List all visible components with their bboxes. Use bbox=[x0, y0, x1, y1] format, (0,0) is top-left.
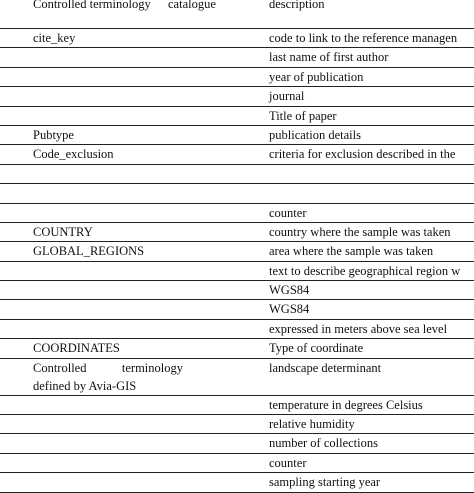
cell-description: number of collections bbox=[269, 436, 378, 451]
cell-description: last name of first author bbox=[269, 50, 389, 65]
table-header bbox=[0, 0, 474, 29]
cell-description: Title of paper bbox=[269, 108, 337, 123]
table-row bbox=[0, 242, 474, 261]
cell-description: country where the sample was taken bbox=[269, 224, 451, 239]
cell-description: journal bbox=[269, 89, 305, 104]
cell-description: WGS84 bbox=[269, 283, 310, 298]
cell-word: terminology bbox=[121, 360, 183, 375]
cell-description: counter bbox=[269, 205, 307, 220]
table-row bbox=[0, 126, 474, 145]
table-row bbox=[0, 434, 474, 453]
header-catalogue: catalogue bbox=[168, 0, 216, 11]
table-row bbox=[0, 165, 474, 184]
cell-description: expressed in meters above sea level bbox=[269, 321, 448, 336]
cell-terminology: COORDINATES bbox=[33, 341, 120, 356]
cell-terminology: Pubtype bbox=[33, 127, 74, 142]
cell-description: relative humidity bbox=[269, 417, 355, 432]
table-row bbox=[0, 320, 474, 339]
cell-description: year of publication bbox=[269, 69, 364, 84]
cell-terminology bbox=[33, 359, 183, 395]
cell-terminology-line2: defined by Avia-GIS bbox=[33, 378, 137, 393]
cell-description: area where the sample was taken bbox=[269, 244, 434, 259]
header-controlled-terminology: Controlled terminology bbox=[33, 0, 151, 11]
table-row bbox=[0, 300, 474, 319]
cell-terminology: COUNTRY bbox=[33, 224, 93, 239]
cell-description: criteria for exclusion described in the bbox=[269, 147, 456, 162]
table-row bbox=[0, 339, 474, 358]
cell-description: code to link to the reference managen bbox=[269, 31, 458, 45]
cell-description: text to describe geographical region w bbox=[269, 263, 461, 278]
cell-description: WGS84 bbox=[269, 302, 310, 317]
table-row bbox=[0, 29, 474, 48]
table-row bbox=[0, 281, 474, 300]
cell-word: Controlled bbox=[33, 360, 87, 375]
table-row bbox=[0, 396, 474, 415]
table-row bbox=[0, 359, 474, 396]
cell-description: sampling starting year bbox=[269, 475, 381, 490]
table-row bbox=[0, 107, 474, 126]
cell-terminology: Code_exclusion bbox=[33, 147, 114, 162]
table-row bbox=[0, 473, 474, 492]
cell-description: publication details bbox=[269, 127, 361, 142]
table-row bbox=[0, 184, 474, 203]
table-row bbox=[0, 415, 474, 434]
cell-description: temperature in degrees Celsius bbox=[269, 397, 423, 412]
cell-terminology-line1 bbox=[33, 359, 183, 377]
table-row bbox=[0, 454, 474, 473]
cell-description: counter bbox=[269, 455, 307, 470]
table-row bbox=[0, 68, 474, 87]
cell-terminology: GLOBAL_REGIONS bbox=[33, 244, 145, 259]
table-row bbox=[0, 48, 474, 67]
table-row bbox=[0, 204, 474, 223]
cell-description: Type of coordinate bbox=[269, 341, 364, 356]
table-row bbox=[0, 223, 474, 242]
table-row bbox=[0, 262, 474, 281]
table-row bbox=[0, 87, 474, 106]
table-row bbox=[0, 145, 474, 164]
header-description: description bbox=[269, 0, 325, 11]
cell-terminology: cite_key bbox=[33, 31, 76, 45]
cell-description: landscape determinant bbox=[269, 360, 382, 375]
